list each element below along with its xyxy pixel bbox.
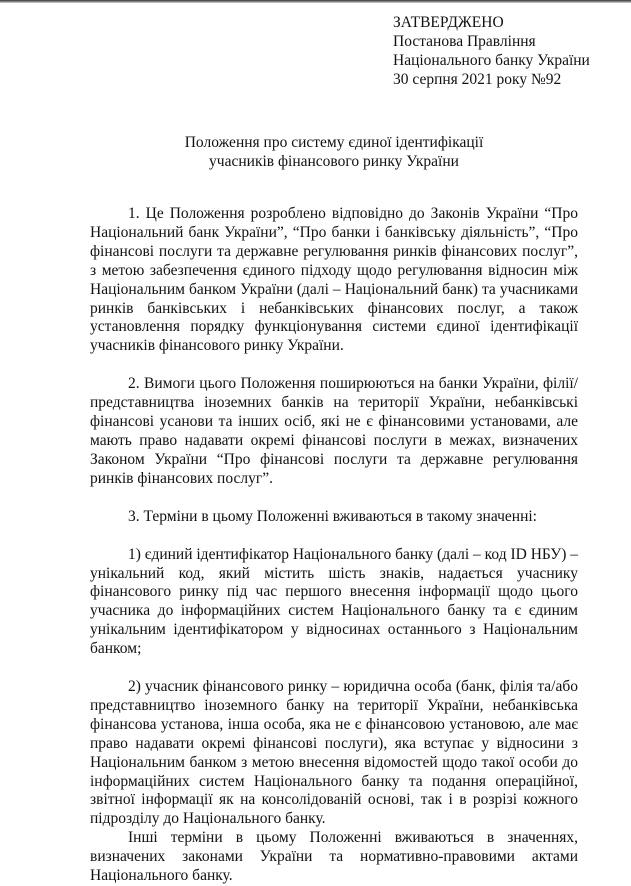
paragraph-1-legal-basis: 1. Це Положення розроблено відповідно до Законів України “Про Національний банк України”, “Про банки і банківську діяльність”, “Про фінансові послуги та державне регулювання ринків фінансових послуг”, з метою забезпечення єдиного підходу щодо регулювання відносин між Національним банком України (далі – Національний банк) та учасниками ринків банківських і небанківських фінансових послуг, а також установлення порядку функціонування системи єдиної ідентифікації учасників фінансового ринку України.	[90, 205, 578, 355]
approval-heading: ЗАТВЕРДЖЕНО	[393, 14, 504, 31]
paragraph-3-terms-intro: 3. Терміни в цьому Положенні вживаються в такому значенні:	[128, 507, 537, 525]
approval-authority: Національного банку України	[393, 52, 590, 69]
document-title-line-1: Положення про систему єдиної ідентифікації	[184, 134, 484, 151]
approval-block	[393, 13, 590, 89]
document-body	[90, 205, 578, 886]
approval-resolution: Постанова Правління	[393, 33, 536, 50]
approval-date-number: 30 серпня 2021 року №92	[393, 71, 562, 88]
document-title-line-2: учасників фінансового ринку України	[209, 153, 459, 170]
document-title	[90, 133, 578, 171]
paragraph-term-id-nbu: 1) єдиний ідентифікатор Національного банку (далі – код ID НБУ) – унікальний код, який містить шість знаків, надається учаснику фінансового ринку під час першого внесення інформації щодо цього учасника до інформаційних систем Національного банку та є єдиним унікальним ідентифікатором у відносинах останнього з Національним банком;	[90, 545, 579, 658]
paragraph-other-terms: Інші терміни в цьому Положенні вживаються в значеннях, визначених законами України та нормативно-правовими актами Національного банку.	[90, 829, 578, 885]
paragraph-term-market-participant: 2) учасник фінансового ринку – юридична особа (банк, філія та/або представництво іноземного банку на території України, небанківська фінансова установа, інша особа, яка не є фінансовою установою, але має право надавати окремі фінансові послуги), яка вступає у відносини з Національним банком з метою внесення відомостей щодо такої особи до інформаційних систем Національного банку та подання операційної, звітної інформації як на консолідованій основі, так і в розрізі кожного підрозділу до Національного банку.	[90, 678, 578, 828]
paragraph-2-scope: 2. Вимоги цього Положення поширюються на банки України, філії/представництва іноземних банків на території України, небанківські фінансові усанови та інших осіб, які не є фінансовими установами, але мають право надавати окремі фінансові послуги в межах, визначених Законом України “Про фінансові послуги та державне регулювання ринків фінансових послуг”.	[90, 375, 578, 487]
